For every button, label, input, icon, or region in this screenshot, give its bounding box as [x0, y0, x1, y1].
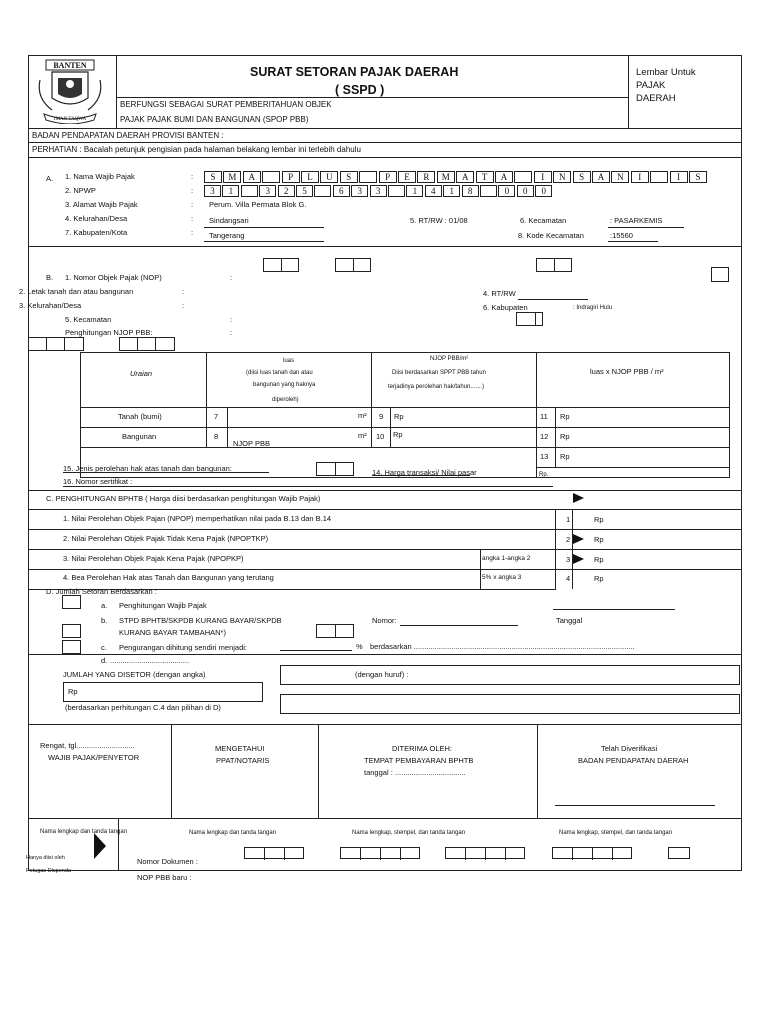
jumlah-angka-field[interactable] [63, 682, 263, 702]
harga-transaksi-label: 14. Harga transaksi/ Nilai pasar [372, 468, 477, 477]
nop-label: 1. Nomor Objek Pajak (NOP) [65, 273, 162, 282]
col-uraian: Uraian [130, 369, 153, 378]
underline-kecamatan [608, 227, 684, 228]
colon: : [182, 287, 185, 296]
table-col [390, 407, 391, 447]
nop-box-divider [554, 258, 555, 272]
d-a-marker: a. [101, 601, 108, 610]
d-a-label: Penghitungan Wajib Pajak [119, 601, 207, 610]
rule-128 [28, 128, 742, 129]
sign-name-3: Nama lengkap, stempel, dan tanda tangan [352, 830, 466, 836]
name-letter-cell[interactable]: L [301, 171, 319, 183]
num-10: 10 [376, 432, 385, 441]
box-divider [505, 848, 506, 860]
name-letter-cell[interactable] [650, 171, 668, 183]
num-11: 11 [540, 412, 548, 421]
title-line2: ( SSPD ) [335, 83, 385, 97]
box-divider [46, 337, 47, 351]
table-col [371, 352, 372, 447]
kabupaten-label: 7. Kabupaten/Kota [65, 228, 128, 237]
sig3-line1: DITERIMA OLEH: [392, 744, 453, 753]
notice-text: PERHATIAN : Bacalah petunjuk pengisian pada halaman belakang lembar ini terlebih dahulu [32, 145, 361, 154]
num-7: 7 [214, 412, 219, 421]
d-d-dots: ...................................... [110, 656, 190, 665]
npwp-digit-cell[interactable]: 1 [406, 185, 423, 197]
rule [28, 569, 742, 570]
c-n3: 3 [566, 555, 571, 564]
npwp-digit-cell[interactable] [388, 185, 405, 197]
input-box[interactable] [119, 337, 175, 351]
table-col [227, 407, 228, 447]
npwp-digit-cell[interactable]: 0 [498, 185, 515, 197]
table-rule [536, 467, 730, 468]
col-njop: NJOP PBB/m² [430, 356, 469, 362]
underline [553, 609, 675, 610]
npwp-digit-cell[interactable]: 6 [333, 185, 350, 197]
rp: Rp [393, 430, 403, 439]
name-letter-cell[interactable]: P [379, 171, 397, 183]
hanya-diisi: Hanya diisi oleh [26, 855, 65, 861]
d-b-label2: KURANG BAYAR TAMBAHAN*) [119, 628, 226, 637]
sig1-line1: Rengat, tgl............................ [40, 741, 135, 750]
name-letter-cell[interactable]: S [340, 171, 358, 183]
petugas-dispenda: Petugas Dispenda [26, 868, 71, 874]
logo-text-top: BANTEN [53, 61, 87, 70]
underline [400, 625, 518, 626]
subtitle-line1: BERFUNGSI SEBAGAI SURAT PEMBERITAHUAN OBJEK [120, 100, 332, 109]
box-divider [264, 848, 265, 860]
box-divider [465, 848, 466, 860]
lembar-line3: DAERAH [636, 93, 676, 104]
npwp-digit-cell[interactable] [314, 185, 331, 197]
rule [28, 529, 742, 530]
underline [63, 486, 553, 487]
agency-label: BADAN PENDAPATAN DAERAH PROVISI BANTEN : [32, 131, 224, 140]
alamat-value: Perum. Villa Permata Blok G. [209, 200, 307, 209]
c-rp: Rp [594, 555, 604, 564]
nomor-dokumen: Nomor Dokumen : [137, 857, 198, 866]
underline-kabupaten [204, 241, 324, 242]
tanggal-label: Tanggal [556, 616, 583, 625]
title-line1: SURAT SETORAN PAJAK DAERAH [250, 65, 459, 79]
name-letter-cell[interactable]: N [553, 171, 571, 183]
sign-name-2: Nama lengkap dan tanda tangan [189, 830, 277, 836]
npwp-digit-cell[interactable]: 3 [259, 185, 276, 197]
name-letter-cell[interactable]: I [631, 171, 649, 183]
name-letter-cell[interactable]: S [573, 171, 591, 183]
rule [28, 818, 742, 819]
njop-label: Penghitungan NJOP PBB: [65, 328, 153, 337]
rp: Rp [394, 412, 404, 421]
header-divider-right [628, 55, 629, 128]
name-letter-cell[interactable]: I [670, 171, 688, 183]
sig3-line2: TEMPAT PEMBAYARAN BPHTB [364, 756, 474, 765]
harga-rp: Rp. [539, 472, 549, 478]
dokumen-box-group[interactable] [340, 847, 420, 859]
signature-line [555, 805, 715, 806]
d-c-percent: % [356, 642, 363, 651]
c-row3: 3. Nilai Perolehan Objek Pajak Kena Pajak (NPOPKP) [63, 554, 244, 563]
nomor-label: Nomor: [372, 616, 397, 625]
checkbox-c[interactable] [62, 640, 81, 654]
rp: Rp [560, 452, 570, 461]
d-d-marker: d. [101, 656, 108, 665]
col-luas: diperoleh) [272, 397, 299, 403]
name-letter-cell[interactable]: A [243, 171, 261, 183]
pointer-arrow-icon [573, 554, 584, 564]
sig2-line1: MENGETAHUI [215, 744, 265, 753]
sig2-line2: PPAT/NOTARIS [216, 756, 270, 765]
name-letter-cell[interactable]: U [320, 171, 338, 183]
box-divider [535, 312, 536, 326]
name-letter-cell[interactable]: M [437, 171, 455, 183]
underline [372, 475, 470, 476]
c-n1: 1 [566, 515, 571, 524]
colon: : [191, 200, 194, 209]
dokumen-box-group[interactable] [552, 847, 632, 859]
letak-label: 2. Letak tanah dan atau bangunan [19, 287, 134, 296]
npwp-digit-cell[interactable]: 5 [296, 185, 313, 197]
d-c-marker: c. [101, 643, 107, 652]
npwp-digit-cell[interactable]: 3 [370, 185, 387, 197]
box-divider [64, 337, 65, 351]
row-bangunan: Bangunan [122, 432, 157, 441]
box-divider [592, 848, 593, 860]
underline [280, 650, 352, 651]
kabupaten-value: Tangerang [209, 231, 245, 240]
subtitle-line2: PAJAK PAJAK BUMI DAN BANGUNAN (SPOP PBB) [120, 115, 309, 124]
box-divider [380, 848, 381, 860]
colon: : [191, 172, 194, 181]
dokumen-box-group[interactable] [244, 847, 304, 859]
c-col [480, 549, 481, 589]
underline [518, 299, 588, 300]
box-divider [335, 462, 336, 476]
perhitungan-note: (berdasarkan perhitungan C.4 dan pilihan di D) [65, 703, 221, 712]
colon: : [191, 214, 194, 223]
c-rp: Rp [594, 574, 604, 583]
d-c-label: Pengurangan dihitung sendiri menjadi: [119, 643, 248, 652]
nop-baru: NOP PBB baru : [137, 873, 192, 882]
checkbox-b[interactable] [62, 624, 81, 638]
colon: : [191, 228, 194, 237]
name-letter-cell[interactable]: P [282, 171, 300, 183]
header-divider-mid [116, 97, 628, 98]
section-c-title: C. PENGHITUNGAN BPHTB ( Harga diisi berdasarkan penghitungan Wajib Pajak) [46, 494, 321, 503]
rule [28, 549, 742, 550]
box-divider [400, 848, 401, 860]
npwp-digit-cell[interactable]: 2 [278, 185, 295, 197]
name-letter-cell[interactable]: S [689, 171, 707, 183]
rule-157 [28, 157, 742, 158]
section-d-title: D. Jumlah Setoran Berdasarkan : [46, 587, 157, 596]
c-n4: 4 [566, 574, 571, 583]
c-row3-note: angka 1-angka 2 [482, 555, 531, 562]
rule-142 [28, 142, 742, 143]
sig3-line3: tanggal : .................................. [364, 768, 466, 777]
rp: Rp [560, 432, 570, 441]
colon: : [230, 315, 233, 324]
sig-col [118, 818, 119, 871]
col-luas: luas [283, 358, 295, 364]
name-letter-cell[interactable]: R [417, 171, 435, 183]
kode-kecamatan-value: :15560 [610, 231, 633, 240]
npwp-digit-cell[interactable]: 1 [443, 185, 460, 197]
table-rule [80, 407, 730, 408]
kode-kecamatan-label: 8. Kode Kecamatan [518, 231, 584, 240]
name-letter-cell[interactable]: A [592, 171, 610, 183]
d-b-marker: b. [101, 616, 108, 625]
sign-name-4: Nama lengkap, stempel, dan tanda tangan [559, 830, 673, 836]
sig-col [171, 724, 172, 818]
c-row4: 4. Bea Perolehan Hak atas Tanah dan Bangunan yang terutang [63, 573, 274, 582]
rule-246 [28, 246, 742, 247]
rt-rw-label: 4. RT/RW [483, 289, 516, 298]
rt-label: 5. RT/RW : 01/08 [410, 216, 468, 225]
checkbox[interactable] [711, 267, 729, 282]
table-col [206, 352, 207, 447]
sig1-line2: WAJIB PAJAK/PENYETOR [48, 753, 140, 762]
box-divider [335, 624, 336, 638]
name-letter-cell[interactable]: A [495, 171, 513, 183]
colon: : [230, 273, 233, 282]
nop-box-divider [353, 258, 354, 272]
d-c-berdasarkan: berdasarkan .......................................................................................................... [370, 642, 635, 651]
nop-box-divider [281, 258, 282, 272]
npwp-digit-cell[interactable]: 3 [204, 185, 221, 197]
pointer-arrow-icon [94, 833, 106, 859]
c-col [572, 509, 573, 589]
rule [28, 724, 742, 725]
kelurahan-value: Sindangsari [209, 216, 249, 225]
col-luas: bangunan yang haknya [253, 382, 316, 388]
rule [28, 509, 742, 510]
section-a-marker: A. [46, 174, 54, 183]
col-luas-x-njop: luas x NJOP PBB / m² [590, 367, 664, 376]
c-rp: Rp [594, 535, 604, 544]
jumlah-rp: Rp [68, 687, 78, 696]
box-divider [137, 337, 138, 351]
sig4-line1: Telah Diverifikasi [601, 744, 658, 753]
npwp-digit-cell[interactable] [241, 185, 258, 197]
underline [63, 472, 269, 473]
huruf-label: (dengan huruf) : [355, 670, 409, 679]
logo-text-bottom: IMAN TAQWA [53, 117, 87, 122]
npwp-digit-cell[interactable] [480, 185, 497, 197]
box-divider [360, 848, 361, 860]
kecamatan-label: 6. Kecamatan [520, 216, 567, 225]
jumlah-huruf-field[interactable] [280, 665, 740, 685]
name-letter-cell[interactable]: E [398, 171, 416, 183]
name-letter-cell[interactable]: T [476, 171, 494, 183]
num-13: 13 [540, 452, 549, 461]
underline-kode [608, 241, 658, 242]
sig-col [318, 724, 319, 818]
pointer-arrow-icon [573, 493, 584, 503]
kelurahan-b-label: 3. Kelurahan/Desa [19, 301, 82, 310]
num-12: 12 [540, 432, 549, 441]
colon: : [182, 301, 185, 310]
m2: m² [358, 411, 367, 420]
name-letter-cell[interactable]: I [534, 171, 552, 183]
jenis-perolehan-label: 15. Jenis perolehan hak atas tanah dan bangunan: [63, 464, 232, 473]
input-box[interactable] [28, 337, 84, 351]
dokumen-box-group[interactable] [668, 847, 690, 859]
checkbox-a[interactable] [62, 595, 81, 609]
lembar-line2: PAJAK [636, 80, 666, 91]
kecamatan-b-label: 5. Kecamatan [65, 315, 112, 324]
name-letter-cell[interactable]: N [611, 171, 629, 183]
name-letter-cell[interactable] [359, 171, 377, 183]
pointer-arrow-icon [573, 534, 584, 544]
npwp-digit-cell[interactable]: 8 [462, 185, 479, 197]
kelurahan-label: 4. Kelurahan/Desa [65, 214, 128, 223]
kecamatan-value: : PASARKEMIS [610, 216, 663, 225]
colon: : [230, 328, 233, 337]
row-tanah: Tanah (bumi) [118, 412, 162, 421]
box-divider [612, 848, 613, 860]
npwp-digit-cell[interactable]: 4 [425, 185, 442, 197]
name-letter-cell[interactable]: A [456, 171, 474, 183]
table-rule [80, 447, 730, 448]
rp: Rp [560, 412, 570, 421]
c-rp: Rp [594, 515, 604, 524]
npwp-digit-cell[interactable]: 3 [351, 185, 368, 197]
name-letter-cell[interactable] [514, 171, 532, 183]
header-divider-left [116, 55, 117, 128]
name-letter-cell[interactable]: S [204, 171, 222, 183]
section-b-marker: B. [46, 273, 54, 282]
banten-logo [32, 58, 108, 124]
sign-name-1: Nama lengkap dan tanda tangan [40, 829, 128, 835]
dokumen-box-group[interactable] [445, 847, 525, 859]
box-divider [284, 848, 285, 860]
nama-label: 1. Nama Wajib Pajak [65, 172, 135, 181]
rule [28, 654, 742, 655]
c-col [555, 509, 556, 589]
col-njop: Diisi berdasarkan SPPT PBB tahun [392, 370, 486, 376]
c-row1: 1. Nilai Perolehan Objek Pajan (NPOP) memperhatikan nilai pada B.13 dan B.14 [63, 514, 332, 523]
jumlah-label: JUMLAH YANG DISETOR (dengan angka) [63, 670, 206, 679]
sig4-line2: BADAN PENDAPATAN DAERAH [578, 756, 689, 765]
num-8: 8 [214, 432, 219, 441]
d-b-label1: STPD BPHTB/SKPDB KURANG BAYAR/SKPDB [119, 616, 282, 625]
box-divider [155, 337, 156, 351]
c-row4-note: 5% x angka 3 [482, 574, 522, 581]
jumlah-huruf-field-2[interactable] [280, 694, 740, 714]
col-njop: terjadinya perolehan hak/tahun.......) [388, 384, 485, 390]
input-box[interactable] [516, 312, 543, 326]
kabupaten-b-label: 6. Kabupaten [483, 303, 528, 312]
sertifikat-label: 16. Nomor sertifikat : [63, 477, 133, 486]
alamat-label: 3. Alamat Wajib Pajak [65, 200, 138, 209]
m2: m² [358, 431, 367, 440]
table-col [536, 352, 537, 478]
name-letter-cell[interactable]: M [223, 171, 241, 183]
njop-pbb: NJOP PBB [233, 439, 270, 448]
npwp-digit-cell[interactable]: 0 [535, 185, 552, 197]
box-divider [485, 848, 486, 860]
table-rule [80, 427, 730, 428]
sig-col [537, 724, 538, 818]
npwp-label: 2. NPWP [65, 186, 96, 195]
c-row2: 2. Nilai Perolehan Objek Pajak Tidak Kena Pajak (NPOPTKP) [63, 534, 269, 543]
underline-kelurahan [204, 227, 324, 228]
npwp-digit-cell[interactable]: 1 [222, 185, 239, 197]
lembar-line1: Lembar Untuk [636, 67, 696, 78]
name-letter-cell[interactable] [262, 171, 280, 183]
box-divider [572, 848, 573, 860]
colon: : [191, 186, 194, 195]
kabupaten-b-value: : Indragiri Hulu [573, 305, 613, 311]
npwp-digit-cell[interactable]: 0 [517, 185, 534, 197]
c-n2: 2 [566, 535, 571, 544]
num-9: 9 [379, 412, 384, 421]
col-luas: (diisi luas tanah dan atau [246, 370, 313, 376]
table-col [555, 407, 556, 467]
rule-490 [28, 490, 742, 491]
